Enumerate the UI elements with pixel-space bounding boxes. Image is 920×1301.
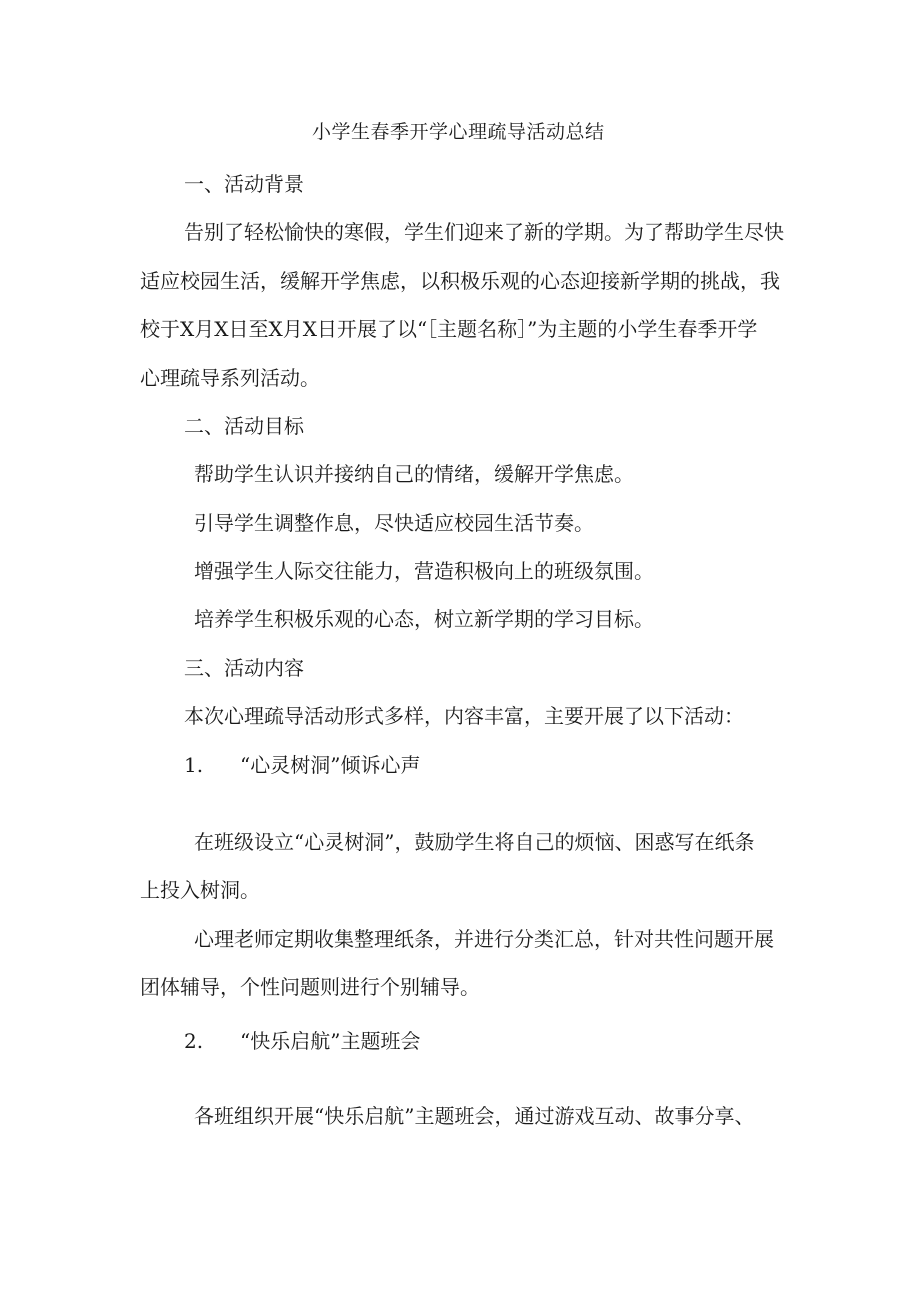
paragraph-line: 本次心理疏导活动形式多样，内容丰富，主要开展了以下活动： xyxy=(184,704,744,728)
section-heading-goals: 二、活动目标 xyxy=(184,414,304,438)
paragraph-line: 上投入树洞。 xyxy=(140,878,260,902)
paragraph-line: 适应校园生活，缓解开学焦虑，以积极乐观的心态迎接新学期的挑战，我 xyxy=(140,269,780,293)
goal-item: 增强学生人际交往能力，营造积极向上的班级氛围。 xyxy=(194,559,654,583)
document-title: 小学生春季开学心理疏导活动总结 xyxy=(312,121,605,143)
paragraph-line: 在班级设立“心灵树洞”，鼓励学生将自己的烦恼、困惑写在纸条 xyxy=(194,830,755,854)
list-item-heading xyxy=(184,753,420,777)
paragraph-line: 告别了轻松愉快的寒假，学生们迎来了新的学期。为了帮助学生尽快 xyxy=(184,220,784,244)
paragraph-line: 校于X月X日至X月X日开展了以“［主题名称］”为主题的小学生春季开学 xyxy=(140,317,758,341)
paragraph-line: 心理老师定期收集整理纸条，并进行分类汇总，针对共性问题开展 xyxy=(194,927,774,951)
list-item-number: 2. xyxy=(184,1029,204,1053)
paragraph-line: 团体辅导，个性问题则进行个别辅导。 xyxy=(140,975,480,999)
list-item-title: “快乐启航”主题班会 xyxy=(240,1029,421,1053)
paragraph-line: 各班组织开展“快乐启航”主题班会，通过游戏互动、故事分享、 xyxy=(194,1104,755,1128)
section-heading-background: 一、活动背景 xyxy=(184,172,304,196)
section-heading-content: 三、活动内容 xyxy=(184,656,304,680)
goal-item: 引导学生调整作息，尽快适应校园生活节奏。 xyxy=(194,511,594,535)
list-item-number: 1. xyxy=(184,753,204,777)
goal-item: 培养学生积极乐观的心态，树立新学期的学习目标。 xyxy=(194,607,654,631)
paragraph-line: 心理疏导系列活动。 xyxy=(140,366,320,390)
list-item-title: “心灵树洞”倾诉心声 xyxy=(240,753,421,777)
goal-item: 帮助学生认识并接纳自己的情绪，缓解开学焦虑。 xyxy=(194,462,634,486)
list-item-heading xyxy=(184,1029,420,1053)
